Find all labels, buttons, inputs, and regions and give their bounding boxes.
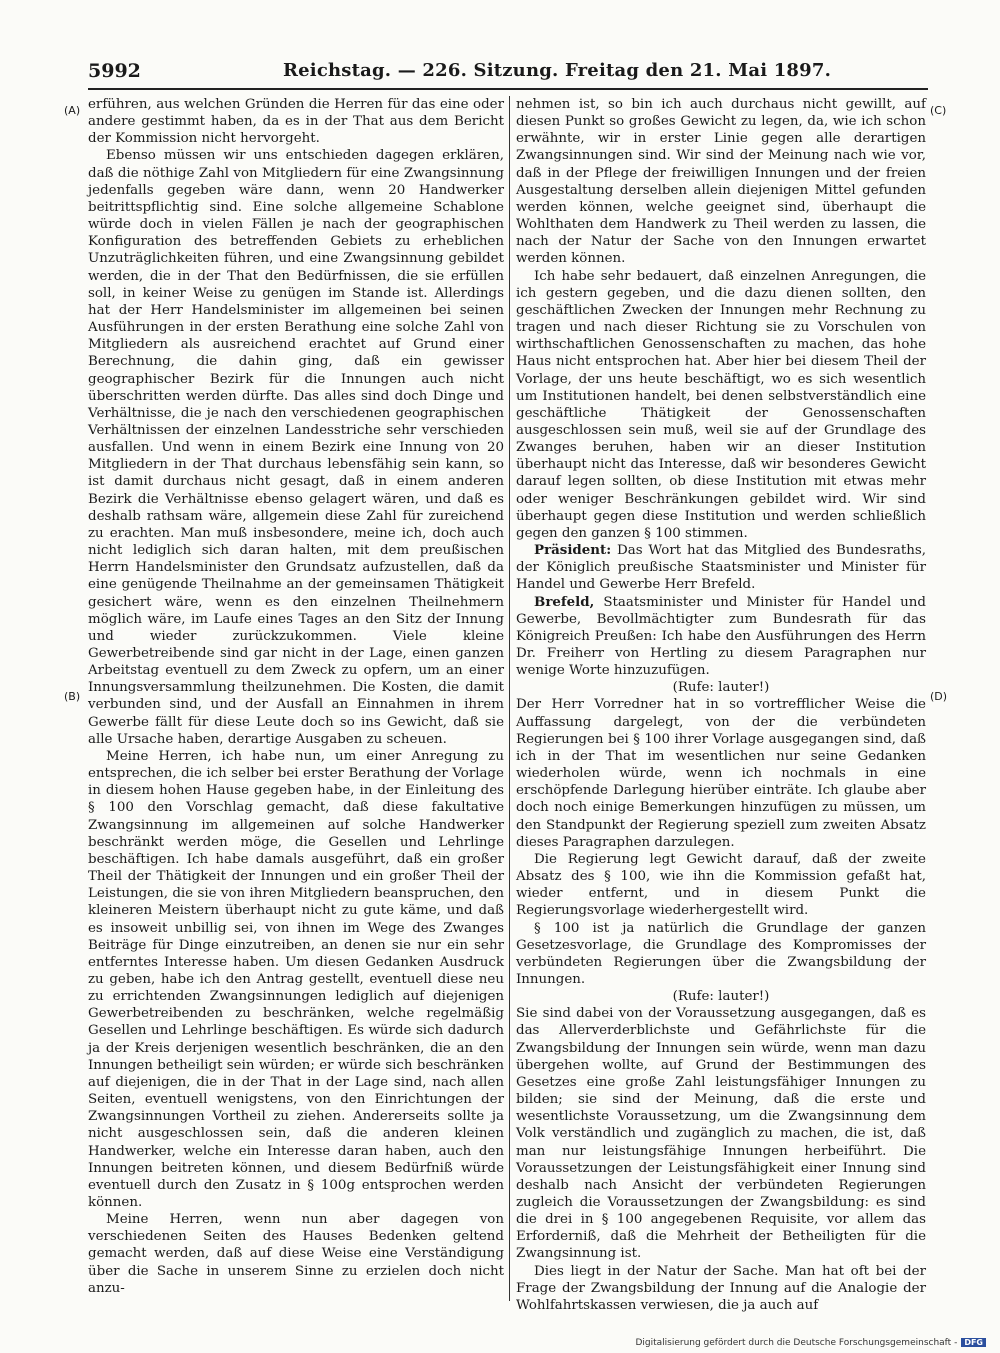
margin-marker-d: (D) — [930, 690, 948, 703]
brefeld-text: Staatsminister und Minister für Handel und Gewerbe, Bevollmächtigter zum Bundesrath für das Königreich Preußen: Ich habe den Ausführungen des Herrn Dr. Freiherr von Hertling zu diesem Paragraphen nur wenige Worte hinzuzufügen. — [516, 594, 926, 679]
right-paragraph-9: Dies liegt in der Natur der Sache. Man hat oft bei der Frage der Zwangsbildung der Innung auf die Analogie der Wohlfahrtskassen verwiesen, die ja auch auf — [516, 1263, 926, 1313]
right-column — [516, 96, 926, 1313]
speaker-brefeld: Brefeld, — [534, 593, 595, 610]
footer-text: Digitalisierung gefördert durch die Deutsche Forschungsgemeinschaft - — [635, 1338, 958, 1348]
digitization-footer — [635, 1338, 986, 1348]
page-number: 5992 — [88, 60, 141, 82]
speaker-president: Präsident: — [534, 542, 612, 559]
president-paragraph — [516, 542, 926, 593]
right-paragraph-6: Die Regierung legt Gewicht darauf, daß der zweite Absatz des § 100, wie ihn die Kommission gefaßt hat, wieder entfernt, und in diesem Punkt die Regierungsvorlage wiederhergestellt wird. — [516, 851, 926, 919]
interjection-1: (Rufe: lauter!) — [672, 680, 770, 696]
left-paragraph-4: Meine Herren, wenn nun aber dagegen von verschiedenen Seiten des Hauses Bedenken geltend gemacht werden, daß auf diese Weise eine Verständigung über die Sache in unserem Sinne zu erzielen doch nicht anzu- — [88, 1212, 504, 1296]
running-title: Reichstag. — 226. Sitzung. Freitag den 21. Mai 1897. — [283, 60, 832, 81]
margin-marker-a: (A) — [64, 104, 81, 117]
brefeld-paragraph — [516, 594, 926, 680]
left-paragraph-1: erführen, aus welchen Gründen die Herren für das eine oder andere gestimmt haben, da es in der That aus dem Bericht der Kommission nicht hervorgeht. — [88, 97, 504, 147]
page-header — [88, 58, 928, 86]
margin-marker-b: (B) — [64, 690, 81, 703]
right-paragraph-5: Der Herr Vorredner hat in so vortrefflicher Weise die Auffassung dargelegt, von der die verbündeten Regierungen bei § 100 ihrer Vorlage ausgegangen sind, daß ich in der That im wesentlichen nur seine Gedanken wiederholen würde, wenn ich nochmals in eine erschöpfende Darlegung hierüber einträte. Ich glaube aber doch noch einige Bemerkungen hinzufügen zu müssen, um den Standpunkt der Regierung speziell zum zweiten Absatz dieses Paragraphen darzulegen. — [516, 697, 926, 850]
right-paragraph-2: Ich habe sehr bedauert, daß einzelnen Anregungen, die ich gestern gegeben, und die dazu dienen sollten, den geschäftlichen Zwecken der Innungen mehr Rechnung zu tragen und nach dieser Richtung sie zu Vorschulen von wirthschaftlichen Genossenschaften zu machen, das hohe Haus nicht entsprochen hat. Aber hier bei diesem Theil der Vorlage, der uns heute beschäftigt, wo es sich wesentlich um Institutionen handelt, bei denen selbstverständlich eine geschäftliche Thätigkeit der Genossenschaften ausgeschlossen sein muß, weil sie auf der Grundlage des Zwanges beruhen, haben wir an dieser Institution überhaupt nicht das Interesse, daß wir besonderes Gewicht darauf legen sollten, ob diese Institution mit etwas mehr oder weniger Beschränkungen gebildet wird. Wir sind überhaupt gegen diese Institution und werden schließlich gegen den ganzen § 100 stimmen. — [516, 268, 926, 541]
left-column — [88, 96, 504, 1301]
left-paragraph-3: Meine Herren, ich habe nun, um einer Anregung zu entsprechen, die ich selber bei erster Berathung der Vorlage in diesem hohen Hause gegeben habe, in der Einleitung des § 100 den Vorschlag gemacht, daß diese fakultative Zwangsinnung im allgemeinen auf solche Handwerker beschränkt werden möge, die Gesellen und Lehrlinge beschäftigen. Ich habe damals ausgeführt, daß ein großer Theil der Thätigkeit der Innungen und ein großer Theil der Leistungen, die sie von ihren Mitgliedern beanspruchen, den kleineren Meistern überhaupt nicht zu gute käme, und daß es insoweit unbillig sei, von ihnen im Wege des Zwanges Beiträge für Dinge einzutreiben, an denen sie nur ein sehr entferntes Interesse haben. Um diesen Gedanken Ausdruck zu geben, habe ich den Antrag gestellt, eventuell diese neu zu errichtenden Zwangsinnungen lediglich auf diejenigen Gewerbetreibenden zu beschränken, welche regelmäßig Gesellen und Lehrlinge beschäftigen. Es würde sich dadurch ja der Kreis derjenigen wesentlich beschränken, die an den Innungen betheiligt sein würden; er würde sich beschränken auf diejenigen, die in der That in der Lage sind, nach allen Seiten, eventuell wenigstens, von den Einrichtungen der Zwangsinnungen Vortheil zu ziehen. Andererseits sollte ja nicht ausgeschlossen sein, daß die anderen kleinen Handwerker, welche ein Interesse daran haben, auch den Innungen beitreten können, und diesem Bedürfniß würde eventuell durch den Zusatz in § 100g entsprochen werden können. — [88, 748, 504, 1210]
right-paragraph-7: § 100 ist ja natürlich die Grundlage der ganzen Gesetzesvorlage, die Grundlage des Kompromisses der verbündeten Regierungen über die Zwangsbildung der Innungen. — [516, 920, 926, 987]
president-text: Das Wort hat das Mitglied des Bundesraths, der Königlich preußische Staatsminister und Minister für Handel und Gewerbe Herr Brefeld. — [516, 543, 926, 593]
margin-marker-c: (C) — [930, 104, 947, 117]
dfg-logo: DFG — [961, 1338, 986, 1347]
right-paragraph-8: Sie sind dabei von der Voraussetzung ausgegangen, daß es das Allerverderblichste und Gefährlichste für die Zwangsbildung der Innungen sein würde, wenn man dazu übergehen wollte, auf Grund der Bestimmungen des Gesetzes eine große Zahl leistungsfähiger Innungen zu bilden; sie sind der Meinung, daß die erste und wesentlichste Voraussetzung, um die Zwangsinnung dem Volk verständlich und zugänglich zu machen, die ist, daß man nur leistungsfähige Innungen herbeiführt. Die Voraussetzungen der Leistungsfähigkeit einer Innung sind deshalb nach Ansicht der verbündeten Regierungen zugleich die Voraussetzungen der Zwangsbildung: es sind die drei in § 100 angegebenen Requisite, vor allem das Erforderniß, daß die Mehrheit der Betheiligten für die Zwangsinnung ist. — [516, 1006, 926, 1262]
interjection-2: (Rufe: lauter!) — [672, 989, 770, 1005]
column-divider — [509, 96, 510, 1301]
left-paragraph-2: Ebenso müssen wir uns entschieden dagegen erklären, daß die nöthige Zahl von Mitgliedern für eine Zwangsinnung jedenfalls gegeben wäre dann, wenn 20 Handwerker beitrittspflichtig sind. Eine solche allgemeine Schablone würde doch in vielen Fällen je nach der geographischen Konfiguration des betreffenden Gebiets zu erheblichen Unzuträglichkeiten führen, und eine Zwangsinnung gebildet werden, die in der That den Bedürfnissen, die sie erfüllen soll, in keiner Weise zu genügen im Stande ist. Allerdings hat der Herr Handelsminister im allgemeinen bei seinen Ausführungen in der ersten Berathung eine solche Zahl von Mitgliedern als ausreichend erachtet auf Grund einer Berechnung, die dahin ging, daß ein gewisser geographischer Bezirk für die Innungen auch nicht überschritten werden dürfte. Das alles sind doch Dinge und Verhältnisse, die je nach den verschiedenen geographischen Verhältnissen der einzelnen Landesstriche sehr verschieden ausfallen. Und wenn in einem Bezirk eine Innung von 20 Mitgliedern in der That durchaus lebensfähig sein kann, so ist damit durchaus nicht gesagt, daß in einem anderen Bezirk die Verhältnisse ebenso gelagert wären, und daß es deshalb rathsam wäre, allgemein diese Zahl für zureichend zu erachten. Man muß insbesondere, meine ich, doch auch nicht lediglich sich daran halten, mit dem preußischen Herrn Handelsminister den Grundsatz aufzustellen, daß da eine genügende Theilnahme an der gemeinsamen Thätigkeit gesichert wäre, wenn es den einzelnen Theilnehmern möglich wäre, im Laufe eines Tages an den Sitz der Innung und wieder zurückzukommen. Viele kleine Gewerbetreibende sind gar nicht in der Lage, einen ganzen Arbeitstag eventuell zu dem Zweck zu opfern, um an einer Innungsversammlung theilzunehmen. Die Kosten, die damit verbunden sind, und der Ausfall an Einnahmen in ihrem Gewerbe fällt für diese Leute doch so ins Gewicht, daß sie alle Ursache haben, derartige Ausgaben zu scheuen. — [88, 148, 504, 747]
header-rule — [88, 88, 928, 90]
right-paragraph-1: nehmen ist, so bin ich auch durchaus nicht gewillt, auf diesen Punkt so großes Gewicht zu legen, da, wie ich schon erwähnte, wir in erster Linie gegen alle derartigen Zwangsinnungen sind. Wir sind der Meinung nach wie vor, daß in der Pflege der freiwilligen Innungen und der freien Ausgestaltung derselben allein diejenigen Mittel gefunden werden können, welche geeignet sind, überhaupt die Wohlthaten dem Handwerk zu Theil werden zu lassen, die nach der Natur der Sache von den Innungen erwartet werden können. — [516, 97, 926, 267]
